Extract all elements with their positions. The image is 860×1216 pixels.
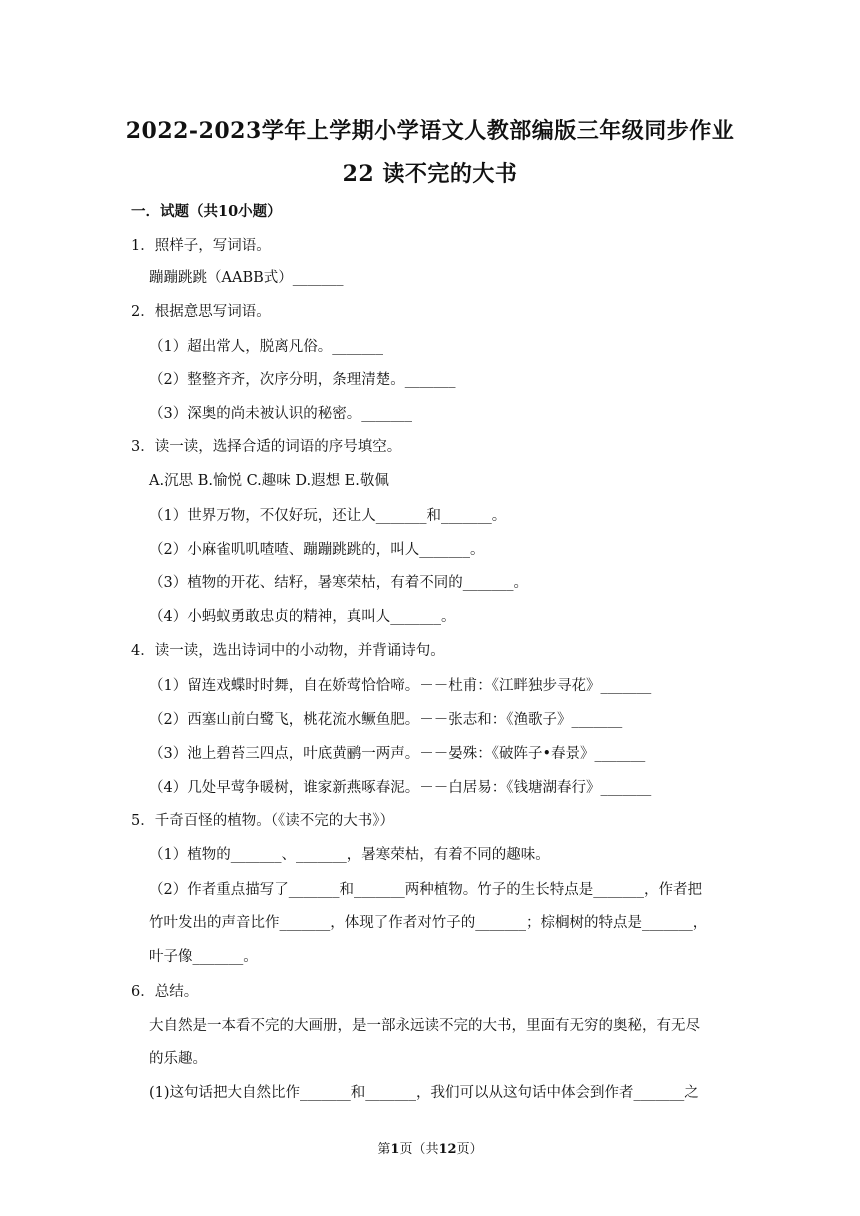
section-heading: 一．试题（共10小题） bbox=[131, 203, 282, 220]
question-5-item-1: （1）植物的_______、_______，暑寒荣枯，有着不同的趣味。 bbox=[149, 847, 550, 863]
question-2-item-2: （2）整整齐齐，次序分明，条理清楚。_______ bbox=[149, 372, 456, 388]
question-2-item-3: （3）深奥的尚未被认识的秘密。_______ bbox=[149, 406, 412, 422]
question-3-item-3: （3）植物的开花、结籽，暑寒荣枯，有着不同的_______。 bbox=[149, 575, 528, 591]
footer-page-number: 1 bbox=[390, 1142, 400, 1157]
question-4-item-1: （1）留连戏蝶时时舞，自在娇莺恰恰啼。－－杜甫：《江畔独步寻花》_______ bbox=[149, 678, 652, 694]
question-4-item-3: （3）池上碧苔三四点，叶底黄鹂一两声。－－晏殊：《破阵子•春景》_______ bbox=[149, 746, 646, 762]
question-3-item-2: （2）小麻雀叽叽喳喳、蹦蹦跳跳的，叫人_______。 bbox=[149, 542, 485, 558]
question-2-item-1: （1）超出常人，脱离凡俗。_______ bbox=[149, 339, 383, 355]
footer-middle: 页（共 bbox=[399, 1142, 439, 1157]
document-title: 2022-2023学年上学期小学语文人教部编版三年级同步作业 bbox=[125, 118, 735, 144]
question-3-item-1: （1）世界万物，不仅好玩，还让人_______和_______。 bbox=[149, 508, 507, 524]
question-5-item-2-end: 叶子像_______。 bbox=[149, 949, 258, 965]
question-5-item-2-cont: 竹叶发出的声音比作_______，体现了作者对竹子的_______；棕榈树的特点是_______， bbox=[149, 915, 708, 931]
question-6-passage: 大自然是一本看不完的大画册，是一部永远读不完的大书，里面有无穷的奥秘，有无尽 bbox=[149, 1018, 700, 1034]
question-2-stem: 2．根据意思写词语。 bbox=[131, 304, 271, 320]
question-3-stem: 3．读一读，选择合适的词语的序号填空。 bbox=[131, 439, 402, 455]
question-4-item-4: （4）几处早莺争暖树，谁家新燕啄春泥。－－白居易：《钱塘湖春行》_______ bbox=[149, 780, 652, 796]
lesson-title: 22 读不完的大书 bbox=[342, 161, 518, 187]
page-footer bbox=[0, 1138, 860, 1157]
question-6-item-1: (1)这句话把大自然比作_______和_______，我们可以从这句话中体会到作者_______之 bbox=[149, 1085, 699, 1101]
question-3-options: A.沉思 B.愉悦 C.趣味 D.遐想 E.敬佩 bbox=[149, 473, 389, 489]
question-1-item: 蹦蹦跳跳（AABB式）_______ bbox=[149, 270, 344, 286]
question-1-stem: 1．照样子，写词语。 bbox=[131, 238, 271, 254]
question-3-item-4: （4）小蚂蚁勇敢忠贞的精神，真叫人_______。 bbox=[149, 609, 456, 625]
question-6-passage-end: 的乐趣。 bbox=[149, 1051, 207, 1067]
question-4-stem: 4．读一读，选出诗词中的小动物，并背诵诗句。 bbox=[131, 643, 445, 659]
question-5-stem: 5．千奇百怪的植物。（《读不完的大书》） bbox=[131, 813, 394, 829]
footer-total-pages: 12 bbox=[438, 1142, 457, 1157]
question-5-item-2: （2）作者重点描写了_______和_______两种植物。竹子的生长特点是_______，作者把 bbox=[149, 882, 702, 898]
question-6-stem: 6．总结。 bbox=[131, 984, 199, 1000]
question-4-item-2: （2）西塞山前白鹭飞，桃花流水鳜鱼肥。－－张志和：《渔歌子》_______ bbox=[149, 712, 623, 728]
footer-suffix: 页） bbox=[456, 1142, 483, 1157]
footer-prefix: 第 bbox=[377, 1142, 391, 1157]
